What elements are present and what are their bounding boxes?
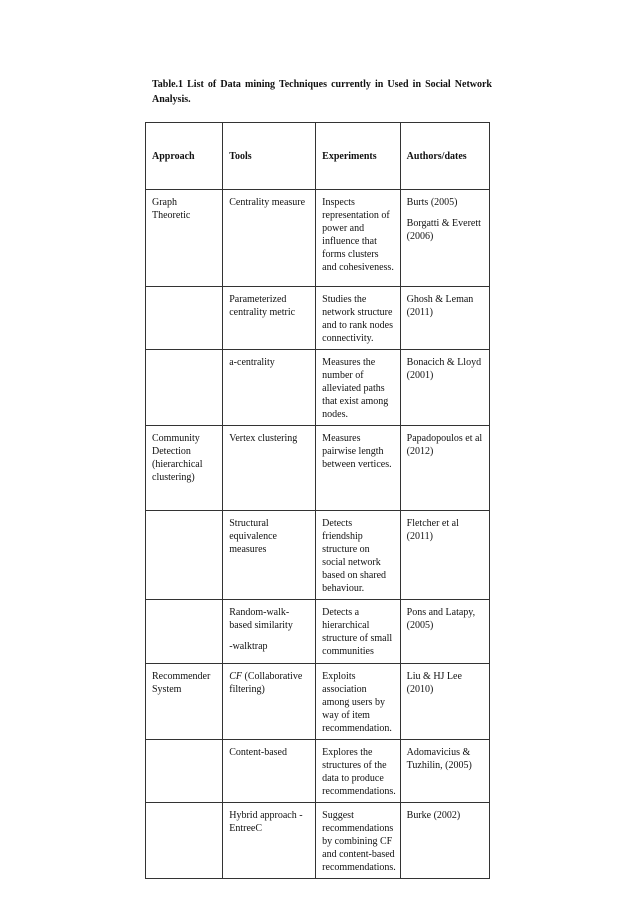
- table-row: [146, 511, 490, 600]
- experiment-cell: Suggest recommendations by combining CF and content-based recommendations.: [316, 803, 400, 879]
- experiment-cell: Measures the number of alleviated paths that exist among nodes.: [316, 350, 400, 426]
- authors-cell: [400, 664, 489, 740]
- header-authors: Authors/dates: [400, 123, 489, 190]
- table-row: [146, 287, 490, 350]
- authors-cell: [400, 350, 489, 426]
- experiment-cell: Measures pairwise length between vertices.: [316, 426, 400, 511]
- approach-cell: [146, 600, 223, 664]
- author-entry: Adomavicius & Tuzhilin, (2005): [406, 747, 472, 771]
- table-row: [146, 803, 490, 879]
- tool-cell: Parameterized centrality metric: [223, 287, 316, 350]
- experiment-cell: Exploits association among users by way of item recommendation.: [316, 664, 400, 740]
- table-row: [146, 426, 490, 511]
- author-entry: Burke (2002): [406, 810, 461, 821]
- tool-text: Random-walk-based similarity: [229, 607, 293, 631]
- author-entry: Pons and Latapy, (2005): [406, 607, 476, 631]
- approach-cell: Community Detection (hierarchical clustering): [146, 426, 223, 511]
- author-entry: Borgatti & Everett (2006): [406, 218, 481, 242]
- experiment-cell: Studies the network structure and to rank nodes connectivity.: [316, 287, 400, 350]
- tool-cell: Centrality measure: [223, 190, 316, 287]
- table-caption: Table.1 List of Data mining Techniques currently in Used in Social Network Analysis.: [152, 79, 492, 105]
- table-row: [146, 190, 490, 287]
- author-entry: Ghosh & Leman (2011): [406, 294, 474, 318]
- tool-cell: Content-based: [223, 740, 316, 803]
- table-row: [146, 740, 490, 803]
- tool-cell: [223, 664, 316, 740]
- approach-cell: [146, 350, 223, 426]
- tool-cell: Structural equivalence measures: [223, 511, 316, 600]
- experiment-cell: Detects a hierarchical structure of small communities: [316, 600, 400, 664]
- header-tools: Tools: [223, 123, 316, 190]
- authors-cell: [400, 600, 489, 664]
- experiment-cell: Inspects representation of power and influence that forms clusters and cohesiveness.: [316, 190, 400, 287]
- approach-cell: [146, 740, 223, 803]
- approach-cell: [146, 803, 223, 879]
- header-approach: Approach: [146, 123, 223, 190]
- approach-cell: Recommender System: [146, 664, 223, 740]
- table-row: [146, 600, 490, 664]
- author-entry: Bonacich & Lloyd (2001): [406, 357, 482, 381]
- authors-cell: [400, 287, 489, 350]
- experiment-cell: Detects friendship structure on social network based on shared behaviour.: [316, 511, 400, 600]
- authors-cell: [400, 740, 489, 803]
- tool-text: (Collaborative filtering): [229, 671, 303, 695]
- authors-cell: [400, 190, 489, 287]
- tool-extra-text: -walktrap: [229, 641, 268, 652]
- techniques-table: [145, 122, 490, 879]
- header-row: [146, 123, 490, 190]
- authors-cell: [400, 511, 489, 600]
- author-entry: Papadopoulos et al (2012): [406, 433, 483, 457]
- author-entry: Burts (2005): [406, 197, 458, 208]
- tool-cell: a-centrality: [223, 350, 316, 426]
- table-row: [146, 350, 490, 426]
- approach-cell: Graph Theoretic: [146, 190, 223, 287]
- approach-cell: [146, 511, 223, 600]
- tool-abbrev: CF: [229, 671, 243, 682]
- author-entry: Fletcher et al (2011): [406, 518, 459, 542]
- tool-cell: [223, 600, 316, 664]
- experiment-cell: Explores the structures of the data to produce recommendations.: [316, 740, 400, 803]
- tool-cell: Vertex clustering: [223, 426, 316, 511]
- authors-cell: [400, 803, 489, 879]
- table-row: [146, 664, 490, 740]
- header-experiments: Experiments: [316, 123, 400, 190]
- approach-cell: [146, 287, 223, 350]
- authors-cell: [400, 426, 489, 511]
- author-entry: Liu & HJ Lee (2010): [406, 671, 462, 695]
- tool-cell: Hybrid approach - EntreeC: [223, 803, 316, 879]
